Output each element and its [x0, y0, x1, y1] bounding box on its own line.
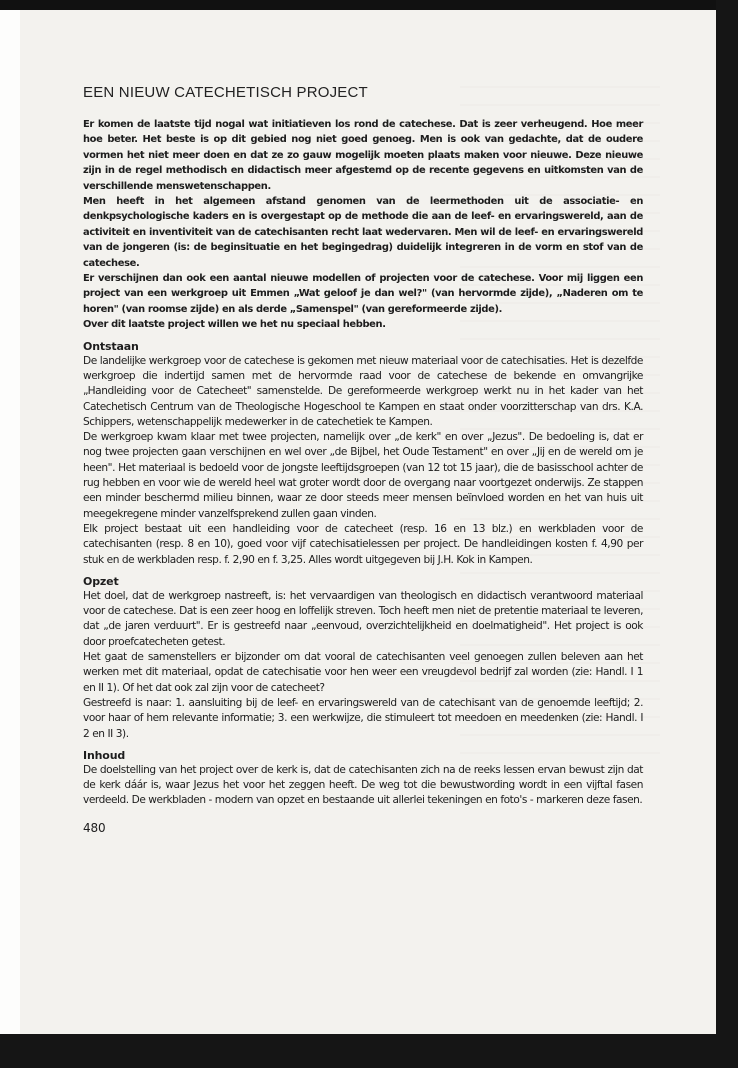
- opzet-paragraph-3: Gestreefd is naar: 1. aansluiting bij de leef- en ervaringswereld van de catechisant van de genoemde leeftijd; 2. voor haar of hem relevante informatie; 3. een werkwijze, die stimuleert tot meedoen en meedenken (zie: Handl. I 2 en II 3).: [83, 696, 643, 740]
- page-number: 480: [83, 820, 106, 835]
- section-heading-inhoud: Inhoud: [83, 748, 126, 762]
- scan-edge-right: [716, 0, 738, 1068]
- opzet-paragraph-1: Het doel, dat de werkgroep nastreeft, is: het vervaardigen van theologisch en didactisch verantwoord materiaal voor de catechese. Dat is een zeer hoog en loffelijk streven. Toch heeft men niet de pretentie materiaal te leveren, dat „de jaren verduurt". Er is gestreefd naar „eenvoud, overzichtelijkheid en doelmatigheid". Het project is ook door proefcatecheten getest.: [83, 589, 643, 648]
- article-title: EEN NIEUW CATECHETISCH PROJECT: [83, 84, 368, 101]
- intro-paragraph-4: Over dit laatste project willen we het nu speciaal hebben.: [83, 319, 386, 331]
- section-heading-opzet: Opzet: [83, 574, 119, 588]
- scan-edge-bottom: [0, 1034, 738, 1068]
- ontstaan-paragraph-3: Elk project bestaat uit een handleiding voor de catecheet (resp. 16 en 13 blz.) en werkbladen voor de catechisanten (resp. 8 en 10), goed voor vijf catechisatielessen per project. De handleidingen kosten f. 4,90 per stuk en de werkbladen resp. f. 2,90 en f. 3,25. Alles wordt uitgegeven bij J.H. Kok in Kampen.: [83, 522, 643, 566]
- section-heading-ontstaan: Ontstaan: [83, 339, 139, 353]
- ontstaan-paragraph-1: De landelijke werkgroep voor de catechese is gekomen met nieuw materiaal voor de catechisaties. Het is dezelfde werkgroep die indertijd samen met de hervormde raad voor de catechese de bekende en omvangrijke „Handleiding voor de Catecheet" samenstelde. De gereformeerde werkgroep werkt nu in het kader van het Catechetisch Centrum van de Theologische Hogeschool te Kampen en staat onder voorzitterschap van drs. K.A. Schippers, wetenschappelijk medewerker in de catechetiek te Kampen.: [83, 354, 643, 428]
- article: [83, 84, 643, 835]
- intro-paragraph-3: Er verschijnen dan ook een aantal nieuwe modellen of projecten voor de catechese. Voor mij liggen een project van een werkgroep uit Emmen „Wat geloof je dan wel?" (van hervormde zijde), „Naderen om te horen" (van roomse zijde) en als derde „Samenspel" (van gereformeerde zijde).: [83, 273, 643, 315]
- scan-edge-top: [0, 0, 738, 10]
- intro-paragraph-2: Men heeft in het algemeen afstand genomen van de leermethoden uit de associatie- en denkpsychologische kaders en is overgestapt op de methode die aan de leef- en ervaringswereld, aan de activiteit en inventiviteit van de catechisanten recht laat wedervaren. Men wil de leef- en ervaringswereld van de jongeren (is: de beginsituatie en het begingedrag) duidelijk integreren in de vorm en stof van de catechese.: [83, 196, 643, 269]
- ontstaan-paragraph-2: De werkgroep kwam klaar met twee projecten, namelijk over „de kerk" en over „Jezus". De bedoeling is, dat er nog twee projecten gaan verschijnen en wel over „de Bijbel, het Oude Testament" en over „Jij en de wereld om je heen". Het materiaal is bedoeld voor de jongste leeftijdsgroepen (van 12 tot 15 jaar), die de basisschool achter de rug hebben en voor wie de wereld heel wat groter wordt door de overgang naar voortgezet onderwijs. Ze stappen een minder beschermd milieu binnen, waar ze door steeds meer mensen beïnvloed worden en het van huis uit meegekregene minder vanzelfsprekend zullen gaan vinden.: [83, 431, 643, 520]
- intro-paragraph-1: Er komen de laatste tijd nogal wat initiatieven los rond de catechese. Dat is zeer verheugend. Hoe meer hoe beter. Het beste is op dit gebied nog niet goed genoeg. Men is ook van gedachte, dat de oudere vormen het niet meer doen en dat ze zo gauw mogelijk moeten plaats maken voor nieuwe. Deze nieuwe zijn in de regel methodisch en didactisch meer afgestemd op de recente gegevens en uitkomsten van de verschillende menswetenschappen.: [83, 119, 643, 192]
- inhoud-paragraph-1: De doelstelling van het project over de kerk is, dat de catechisanten zich na de reeks lessen ervan bewust zijn dat de kerk dáár is, waar Jezus het voor het zeggen heeft. De weg tot die bewustwording wordt in een vijftal fasen verdeeld. De werkbladen - modern van opzet en bestaande uit allerlei tekeningen en foto's - markeren deze fasen.: [83, 763, 643, 807]
- opzet-paragraph-2: Het gaat de samenstellers er bijzonder om dat vooral de catechisanten veel genoegen zullen beleven aan het werken met dit materiaal, opdat de catechisatie voor hen weer een vreugdevol bedrijf zal worden (zie: Handl. I 1 en II 1). Of het dat ook zal zijn voor de catecheet?: [83, 651, 643, 694]
